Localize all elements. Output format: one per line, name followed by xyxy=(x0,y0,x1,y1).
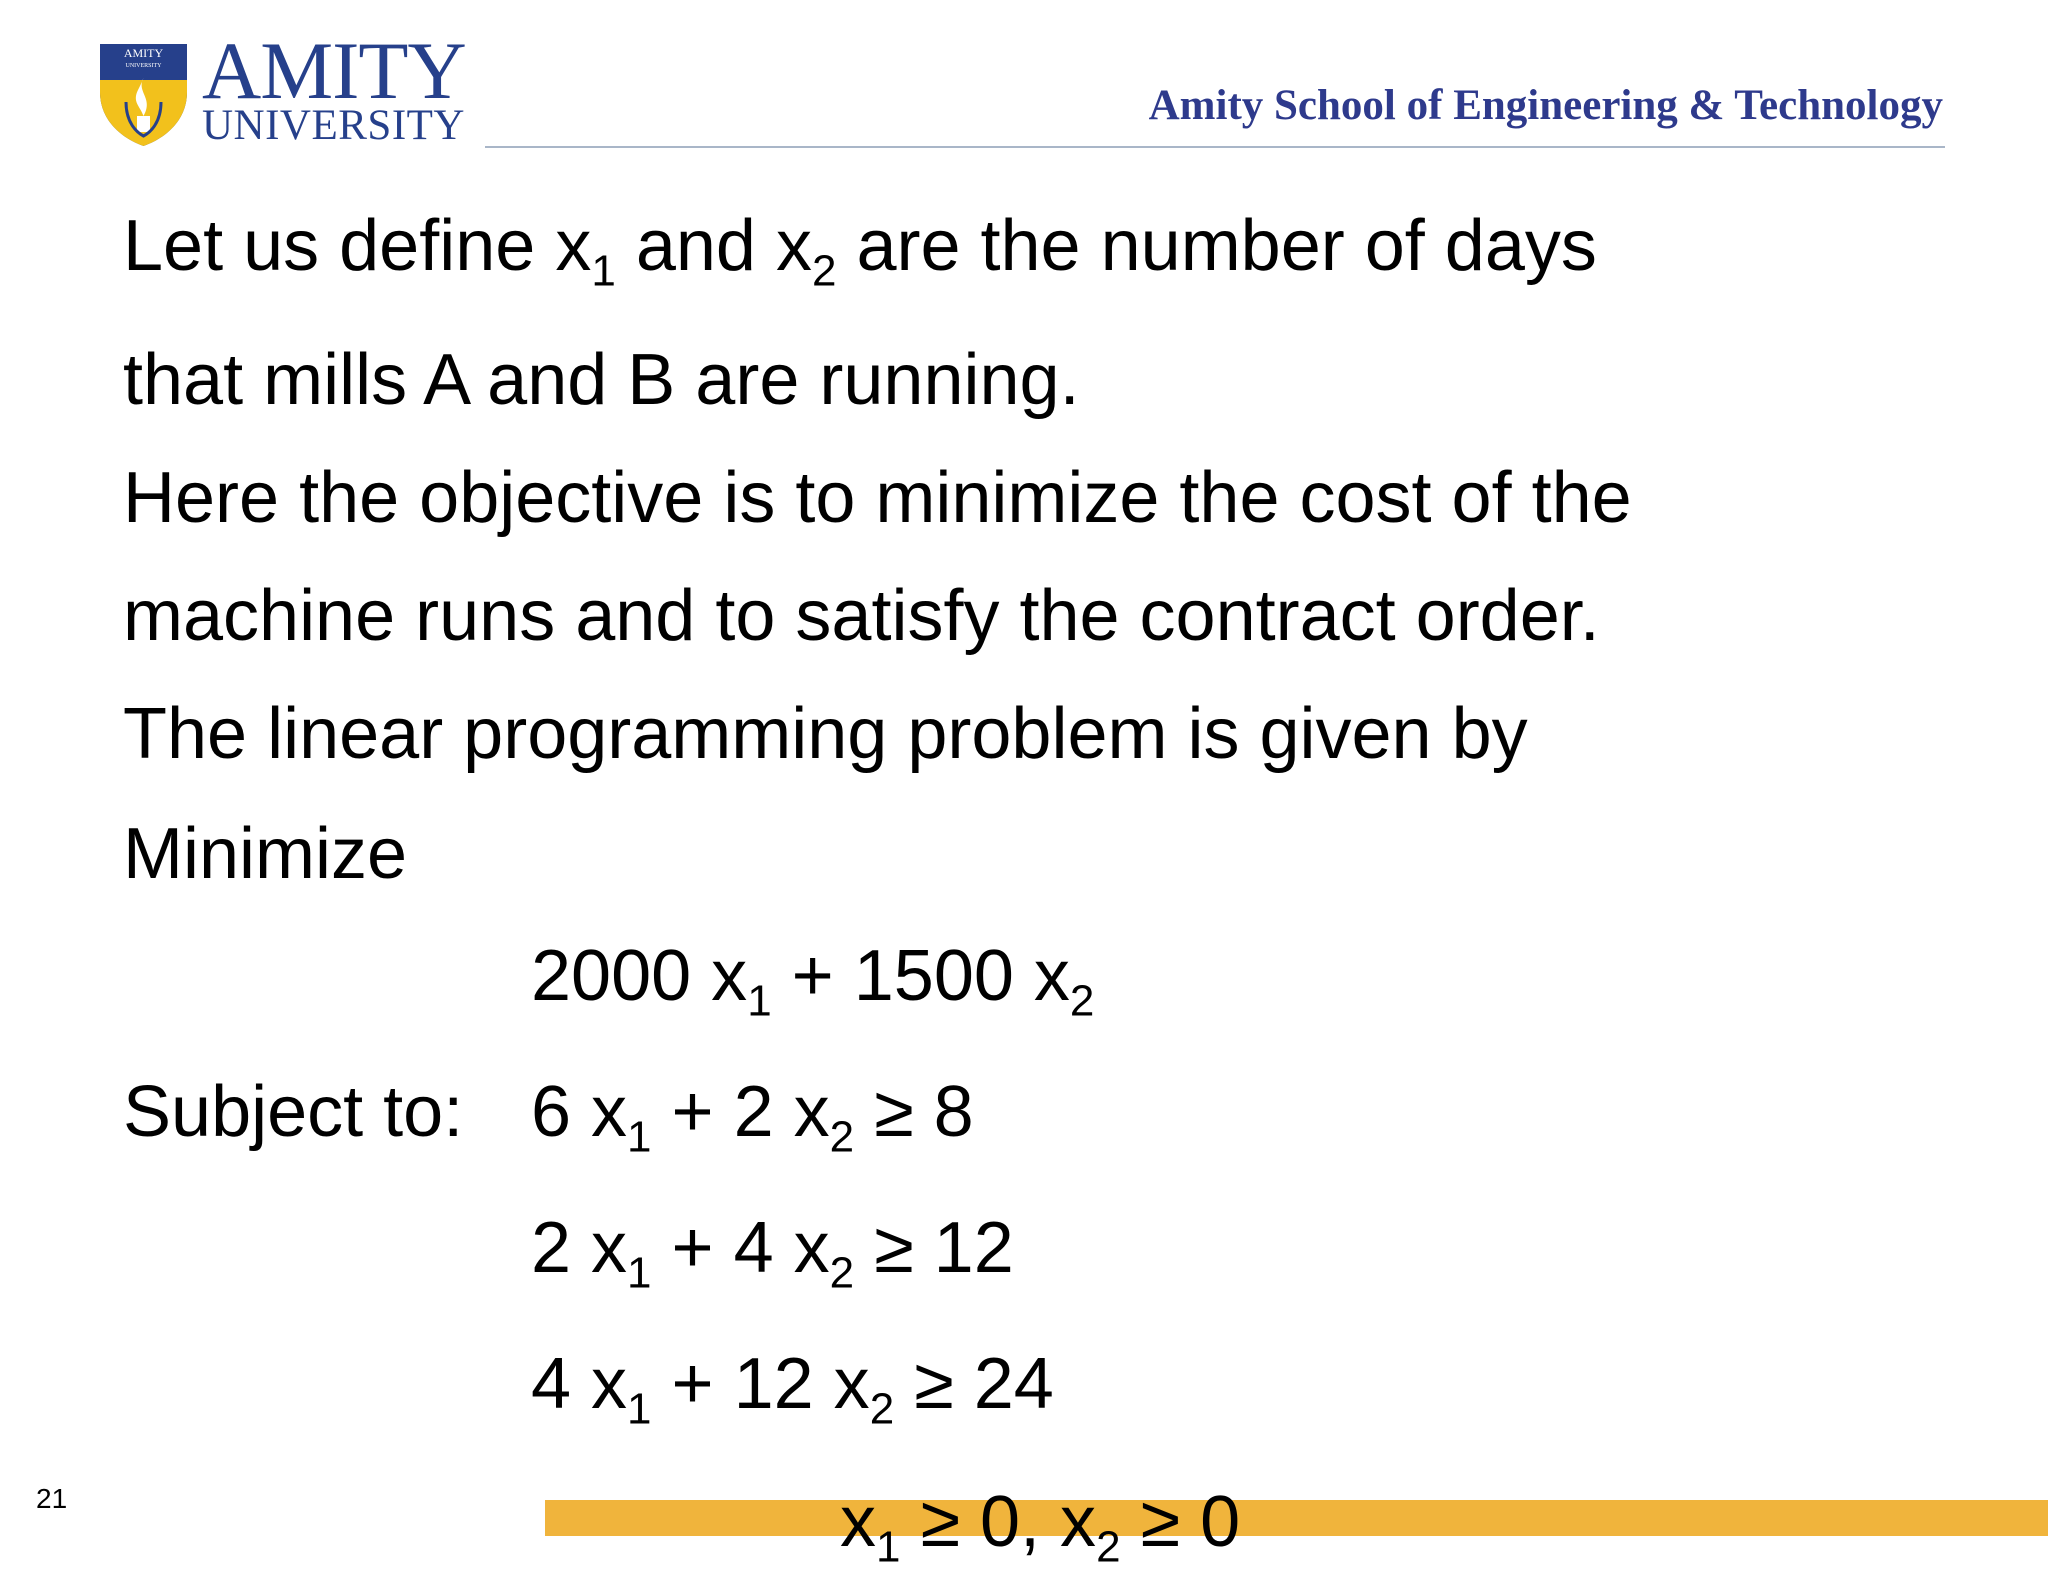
school-title: Amity School of Engineering & Technology xyxy=(1148,82,1943,129)
constraint-2: 2 $x_1 + 4$ $x_2 \ge 12$ xyxy=(531,1208,1014,1298)
definition-line: Let us define $x_1$ and $x_2$ are the number of days xyxy=(123,206,1597,296)
lpp-line: The linear programming problem is given by xyxy=(123,694,1528,774)
constraint-nonnegativity: $x_1 \ge 0$, $x_2 \ge 0$ xyxy=(840,1482,1241,1571)
objective-function: 2000 $x_1 + 1500$ $x_2$ xyxy=(531,936,1095,1026)
constraint-1: 6 $x_1 + 2$ $x_2 \ge 8$ xyxy=(531,1072,974,1162)
constraint-3: 4 $x_1 + 12$ $x_2 \ge 24$ xyxy=(531,1344,1054,1434)
svg-text:UNIVERSITY: UNIVERSITY xyxy=(125,63,162,69)
page-number: 21 xyxy=(36,1483,68,1514)
logo-wordmark-amity: AMITY xyxy=(202,25,466,116)
machine-runs-line: machine runs and to satisfy the contract order. xyxy=(123,576,1600,656)
svg-text:AMITY: AMITY xyxy=(123,46,164,60)
subject-to-label: Subject to: xyxy=(123,1072,464,1152)
objective-line: Here the objective is to minimize the cost of the xyxy=(123,458,1632,538)
amity-university-logo xyxy=(96,25,466,150)
header-divider xyxy=(485,146,1945,148)
logo-wordmark-university: UNIVERSITY xyxy=(202,102,465,149)
footer-band xyxy=(545,1482,2048,1571)
mills-line: that mills A and B are running. xyxy=(123,340,1080,420)
shield-icon xyxy=(96,40,191,148)
minimize-label: Minimize xyxy=(123,814,408,894)
